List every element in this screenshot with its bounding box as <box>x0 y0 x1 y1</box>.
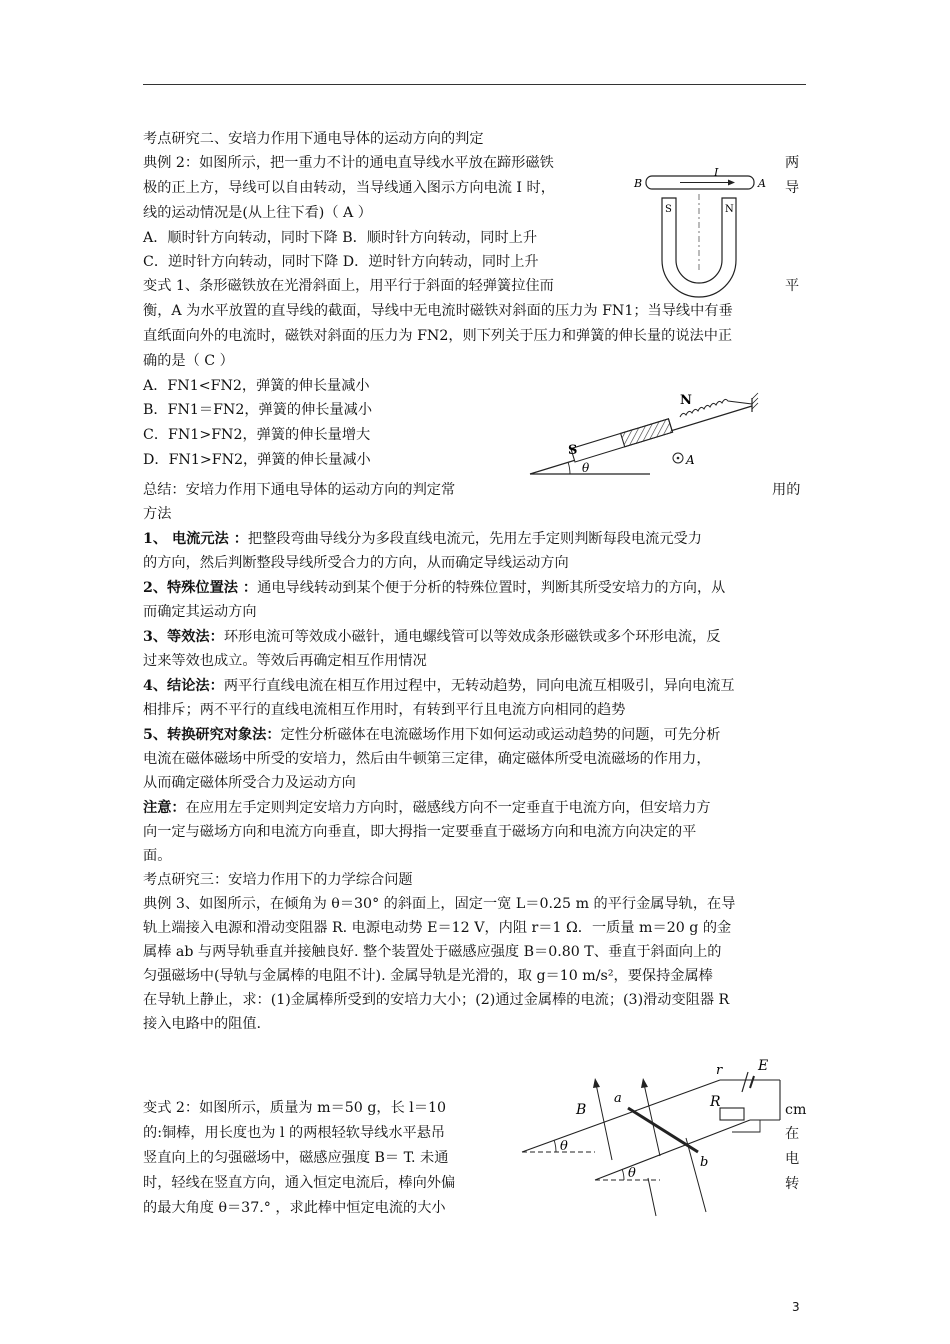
method1-line1 <box>143 529 702 549</box>
pole-label-s: S <box>665 204 672 215</box>
method2-text: 通电导线转动到某个便于分析的特殊位置时，判断其所受安培力的方向，从 <box>257 580 726 596</box>
emf-label-e: E <box>758 1058 769 1074</box>
rod-label-b: b <box>700 1155 709 1170</box>
example2-options-cd: C．逆时针方向转动，同时下降 D．逆时针方向转动，同时上升 <box>143 254 539 270</box>
magnet-label-n: N <box>680 393 692 408</box>
angle-label-theta: θ <box>582 461 590 475</box>
note-line1 <box>143 798 711 818</box>
field-arrowhead-2 <box>641 1078 648 1088</box>
example2-options-ab: A．顺时针方向转动，同时下降 B．顺时针方向转动，同时上升 <box>143 230 538 246</box>
variant2-line3-tail: 电 <box>785 1151 800 1167</box>
method3-line1 <box>143 627 720 647</box>
variant1-option-d: D．FN1>FN2，弹簧的伸长量减小 <box>143 452 371 468</box>
example2-line1: 典例 2：如图所示，把一重力不计的通电直导线水平放在蹄形磁铁 <box>143 155 554 171</box>
variant2-line2: 的:铜棒，用长度也为 l 的两根轻软导线水平悬吊 <box>143 1125 446 1141</box>
angle-arc-2 <box>622 1169 624 1180</box>
field-arrowhead-1 <box>593 1078 600 1088</box>
horseshoe-magnet-figure <box>630 160 770 300</box>
variant1-line4: 确的是（ C ） <box>143 353 234 369</box>
variant1-line2: 衡，A 为水平放置的直导线的截面，导线中无电流时磁铁对斜面的压力为 FN1；当导线中有垂 <box>143 303 733 319</box>
note-title: 注意： <box>143 800 186 816</box>
field-label-b: B <box>576 1102 587 1118</box>
angle-label-theta-1: θ <box>560 1139 568 1154</box>
example2-line2-tail: 导 <box>785 180 800 196</box>
rail-lower <box>595 1120 750 1180</box>
battery-short <box>750 1076 754 1088</box>
variant1-option-a: A．FN1<FN2，弹簧的伸长量减小 <box>143 378 370 394</box>
angle-label-theta-2: θ <box>628 1166 636 1181</box>
example3-line2: 轨上端接入电源和滑动变阻器 R. 电源电动势 E＝12 V，内阻 r＝1 Ω．一质量 m＝20 g 的金 <box>143 920 732 936</box>
battery-long <box>742 1072 748 1092</box>
example3-line4: 匀强磁场中(导轨与金属棒的电阻不计). 金属导轨是光滑的，取 g＝10 m/s²，要保持金属棒 <box>143 968 713 984</box>
variant1-line1-tail: 平 <box>785 278 800 294</box>
wire-dot <box>677 457 680 460</box>
field-arrow-1 <box>596 1084 612 1160</box>
page-number: 3 <box>792 1300 800 1314</box>
variant1-line1: 变式 1、条形磁铁放在光滑斜面上，用平行于斜面的轻弹簧拉住而 <box>143 278 554 294</box>
note-text: 在应用左手定则判定安培力方向时，磁感线方向不一定垂直于电流方向，但安培力方 <box>185 800 711 816</box>
rod-label-a: a <box>614 1091 622 1106</box>
summary-line2: 方法 <box>143 506 172 522</box>
angle-arc-1 <box>554 1140 556 1152</box>
wire-label-a: A <box>758 177 766 190</box>
angle-arc <box>568 462 570 474</box>
example3-line6: 接入电路中的阻值. <box>143 1016 262 1032</box>
method5-line2: 电流在磁体磁场中所受的安培力，然后由牛顿第三定律，确定磁体所受电流磁场的作用力， <box>143 751 711 767</box>
method4-title: 4、结论法： <box>143 678 224 694</box>
method4-text: 两平行直线电流在相互作用过程中，无转动趋势，同向电流互相吸引，异向电流互 <box>223 678 735 694</box>
example3-line5: 在导轨上静止，求：(1)金属棒所受到的安培力大小；(2)通过金属棒的电流；(3)滑动变阻器 R <box>143 992 730 1008</box>
note-line3: 面。 <box>143 848 172 864</box>
variant2-line1-tail: cm <box>785 1102 807 1118</box>
header-rule <box>143 84 806 85</box>
example2-line1-tail: 两 <box>785 155 800 171</box>
variant2-line4-tail: 转 <box>785 1176 800 1192</box>
summary-line-tail: 用的 <box>772 482 801 498</box>
method2-line2: 而确定其运动方向 <box>143 604 257 620</box>
variant2-line3: 竖直向上的匀强磁场中，磁感应强度 B＝ T. 未通 <box>143 1150 449 1166</box>
wall-hatch <box>752 393 758 409</box>
magnet-label-s: S <box>568 443 578 458</box>
method5-title: 5、转换研究对象法： <box>143 727 281 743</box>
wire-label-a: A <box>686 453 695 467</box>
example2-line2: 极的正上方，导线可以自由转动，当导线通入图示方向电流 I 时， <box>143 180 555 196</box>
method2-line1 <box>143 578 725 598</box>
example3-line3: 属棒 ab 与两导轨垂直并接触良好. 整个装置处于磁感应强度 B＝0.80 T、垂直于斜面向上的 <box>143 944 722 960</box>
method3-title: 3、等效法： <box>143 629 224 645</box>
pole-label-n: N <box>725 204 734 215</box>
rheostat-label-r: R <box>710 1094 721 1110</box>
variant2-line1: 变式 2：如图所示，质量为 m＝50 g，长 l＝10 <box>143 1100 447 1116</box>
summary-line: 总结：安培力作用下通电导体的运动方向的判定常 <box>143 482 456 498</box>
section3-title: 考点研究三：安培力作用下的力学综合问题 <box>143 872 413 888</box>
variant1-option-b: B．FN1＝FN2，弹簧的伸长量减小 <box>143 402 373 418</box>
example3-line1: 典例 3、如图所示，在倾角为 θ＝30° 的斜面上，固定一宽 L＝0.25 m 的平行金属导轨，在导 <box>143 896 736 912</box>
variant2-line5: 的最大角度 θ＝37.° ，求此棒中恒定电流的大小 <box>143 1200 446 1216</box>
method3-line2: 过来等效也成立。等效后再确定相互作用情况 <box>143 653 427 669</box>
method4-line2: 相排斥；两不平行的直线电流相互作用时，有转到平行且电流方向相同的趋势 <box>143 702 626 718</box>
wire-label-b: B <box>634 177 643 190</box>
method5-line1 <box>143 725 720 745</box>
rheostat <box>720 1108 744 1120</box>
rail-circuit-figure <box>520 1040 790 1220</box>
variant2-line4: 时，轻线在竖直方向，通入恒定电流后，棒向外偏 <box>143 1175 456 1191</box>
variant1-line3: 直纸面向外的电流时，磁铁对斜面的压力为 FN2，则下列关于压力和弹簧的伸长量的说法中正 <box>143 328 733 344</box>
field-arrow-4 <box>648 1178 656 1216</box>
method4-line1 <box>143 676 735 696</box>
method5-text: 定性分析磁体在电流磁场作用下如何运动或运动趋势的问题，可先分析 <box>280 727 721 743</box>
incline-magnet-figure <box>530 390 770 480</box>
example2-line3: 线的运动情况是(从上往下看)（ A ） <box>143 205 372 221</box>
current-label-i: I <box>714 166 719 179</box>
variant2-line2-tail: 在 <box>785 1126 800 1142</box>
resistance-label-r: r <box>716 1063 723 1078</box>
section2-title: 考点研究二、安培力作用下通电导体的运动方向的判定 <box>143 131 484 147</box>
method5-line3: 从而确定磁体所受合力及运动方向 <box>143 775 356 791</box>
variant1-option-c: C．FN1>FN2，弹簧的伸长量增大 <box>143 427 371 443</box>
method1-line2: 的方向，然后判断整段导线所受合力的方向，从而确定导线运动方向 <box>143 555 569 571</box>
bar-magnet <box>571 419 673 462</box>
method2-title: 2、特殊位置法 ： <box>143 580 258 596</box>
method3-text: 环形电流可等效成小磁针，通电螺线管可以等效成条形磁铁或多个环形电流，反 <box>223 629 721 645</box>
note-line2: 向一定与磁场方向和电流方向垂直，即大拇指一定要垂直于磁场方向和电流方向决定的平 <box>143 824 697 840</box>
method1-title: 1、 电流元法 ： <box>143 531 248 547</box>
method1-text: 把整段弯曲导线分为多段直线电流元，先用左手定则判断每段电流元受力 <box>247 531 702 547</box>
